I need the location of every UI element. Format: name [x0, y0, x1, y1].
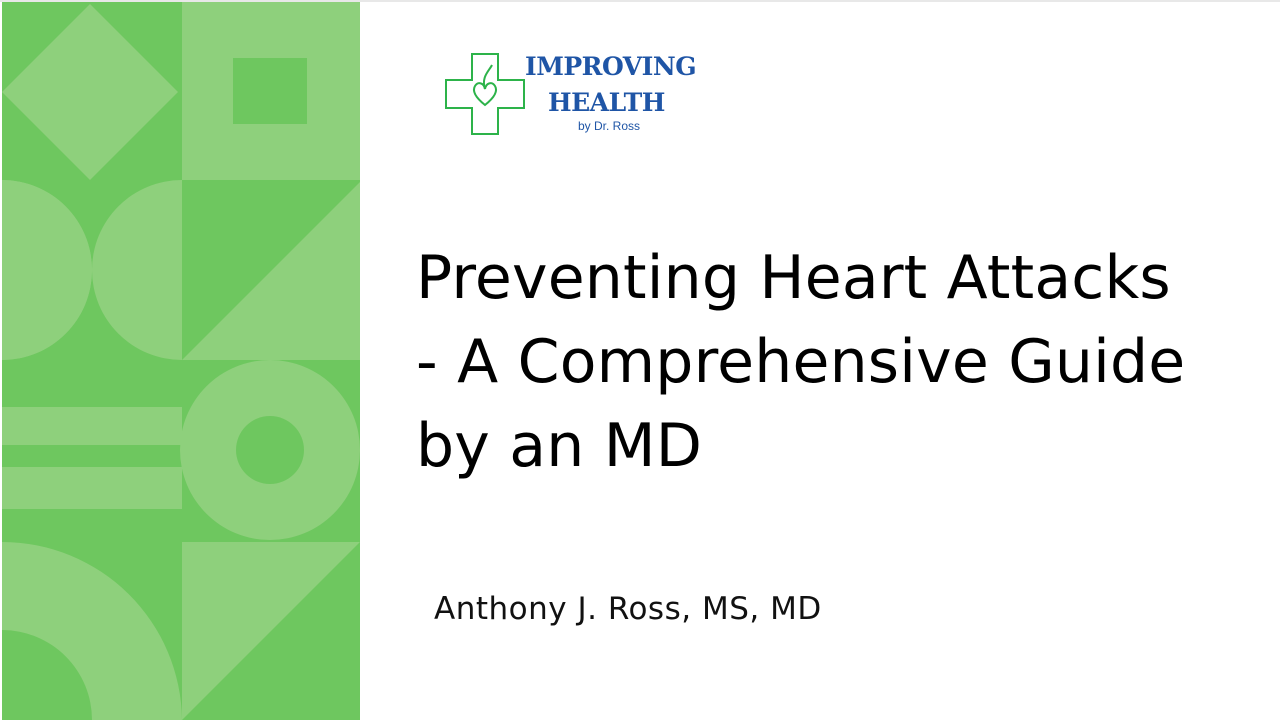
logo-text-line2: HEALTH: [548, 88, 665, 117]
title-line-2: - A Comprehensive Guide: [416, 327, 1186, 397]
title-line-1: Preventing Heart Attacks: [416, 243, 1171, 313]
stripe-shape: [2, 407, 182, 445]
logo-text-line1: IMPROVING: [525, 52, 697, 81]
slide-title: [416, 236, 1266, 488]
medical-cross-heart-icon: [445, 53, 525, 135]
improving-health-logo: [440, 50, 700, 140]
stripe-shape-2: [2, 467, 182, 509]
title-line-3: by an MD: [416, 411, 703, 481]
decorative-pattern-panel: [2, 2, 360, 720]
inner-square-shape: [233, 58, 307, 124]
logo-byline: by Dr. Ross: [578, 119, 641, 133]
author-name: Anthony J. Ross, MS, MD: [434, 591, 822, 627]
